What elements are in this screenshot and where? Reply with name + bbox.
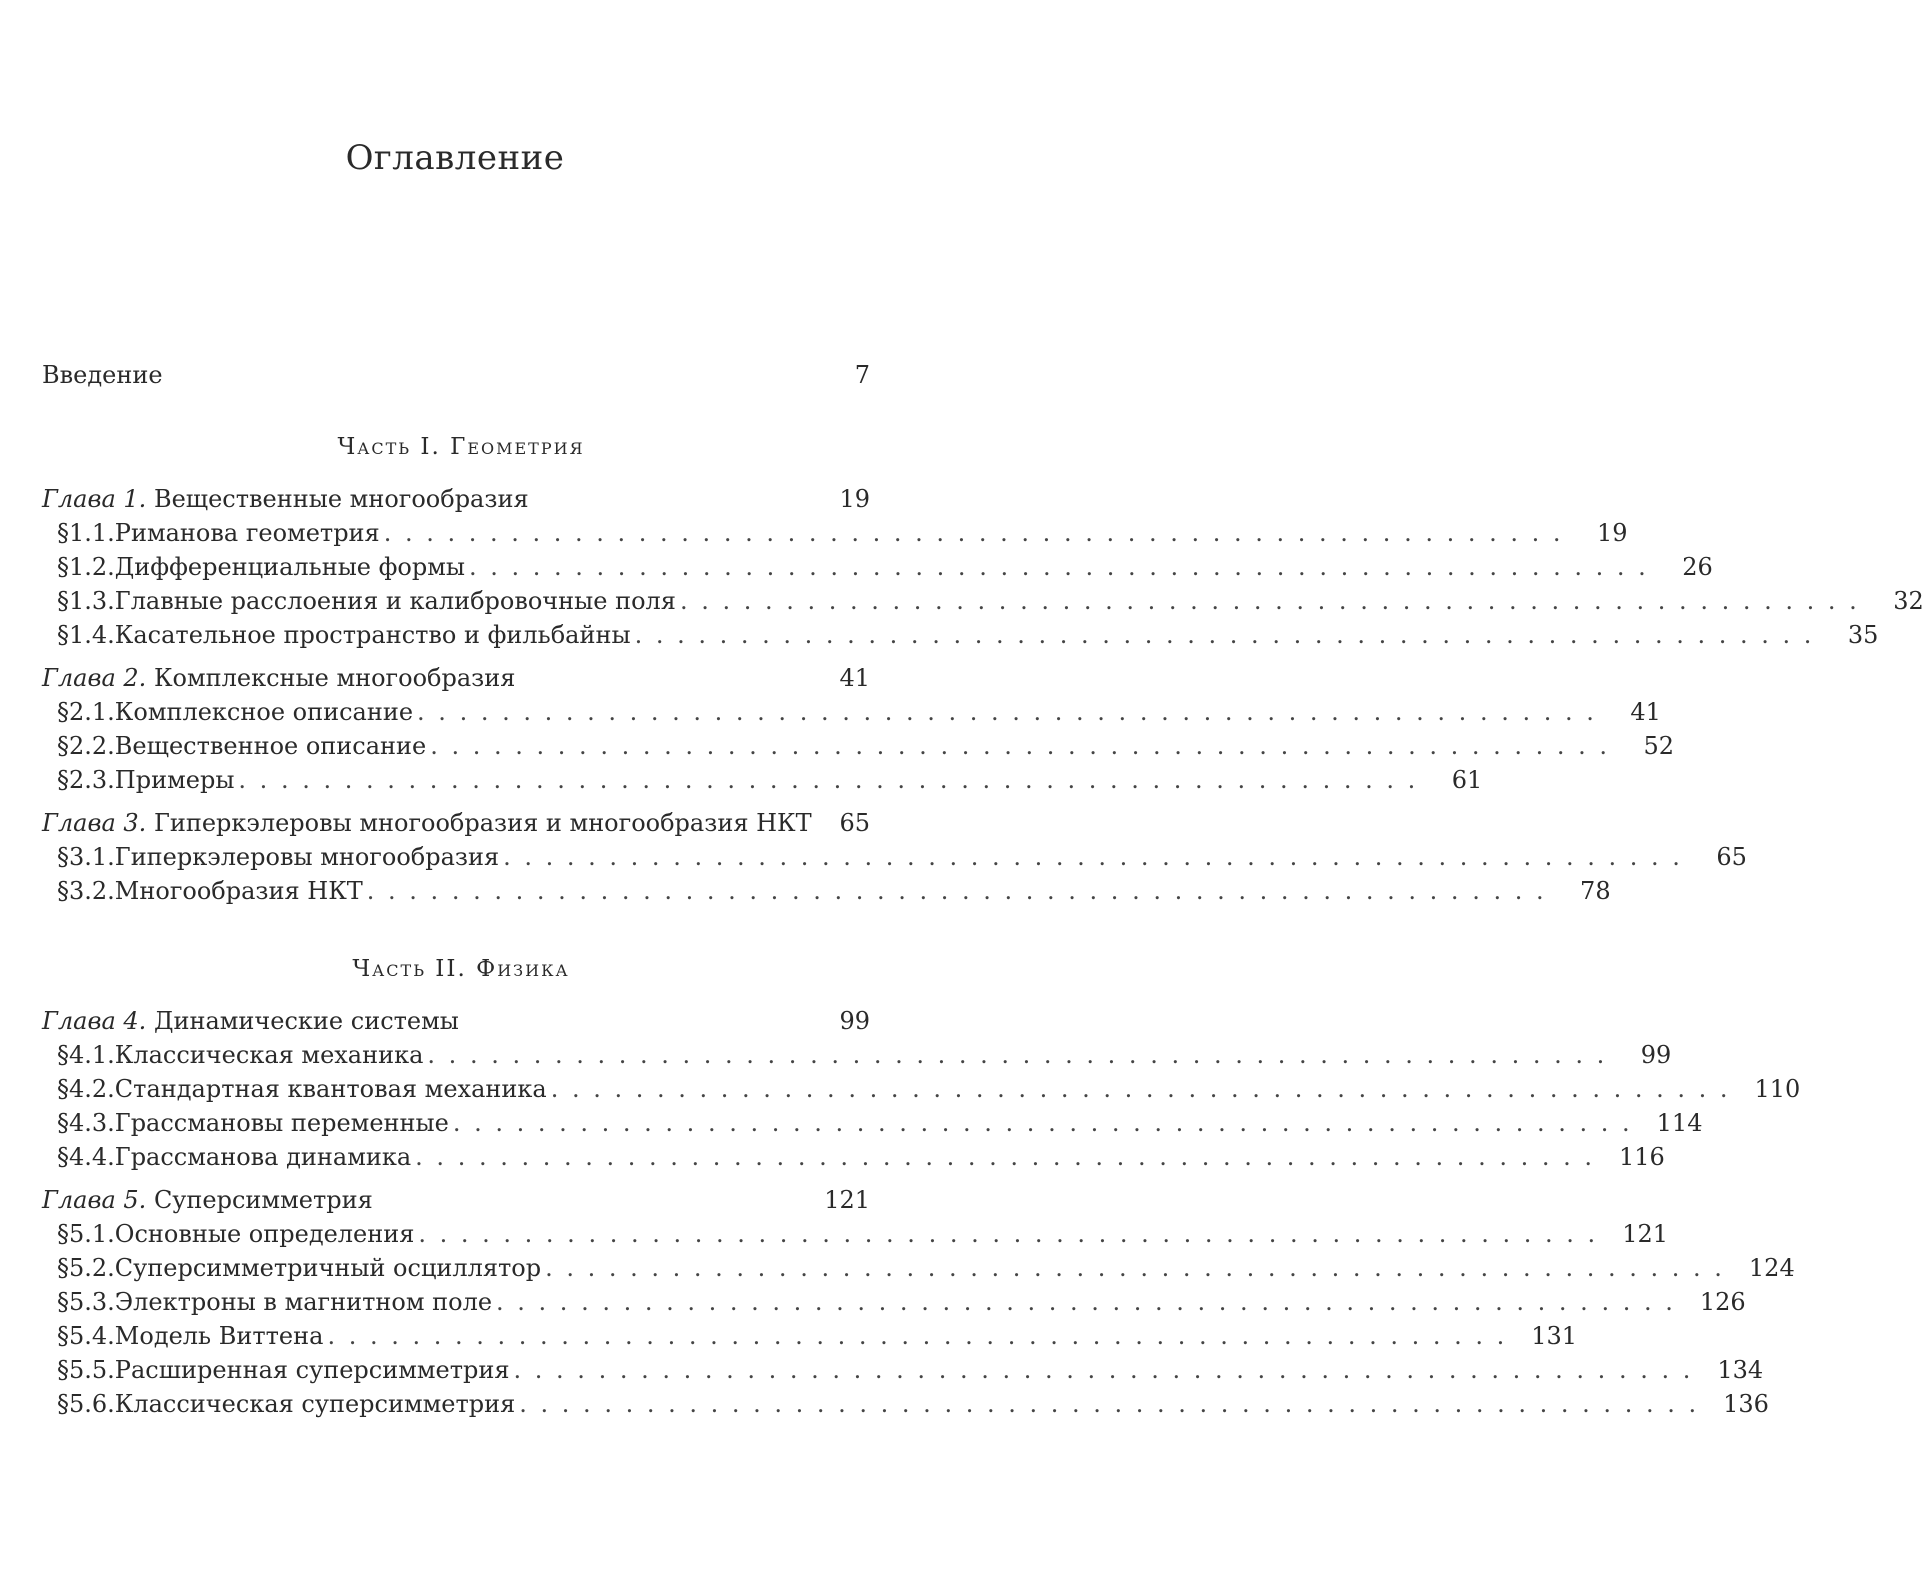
section-page: 78 [1580,877,1611,905]
toc-section-row[interactable] [42,1387,1769,1421]
chapter-page: 65 [839,809,870,837]
section-number: §5.5. [57,1356,115,1384]
section-number: §3.2. [57,877,115,905]
toc-section-row[interactable] [42,1285,1746,1319]
section-page: 41 [1630,698,1661,726]
dot-leader: . . . . . . . . . . . . . . . . . . . . . . . . . . . . . . . . . . . . . . . . . . . . . . . . . . . . . . . . [452,1109,1633,1137]
section-title: Модель Виттена [114,1322,324,1350]
section-title: Электроны в магнитном поле [114,1288,493,1316]
section-title: Главные расслоения и калибровочные поля [114,587,676,615]
toc-section-row[interactable] [42,550,1713,584]
dot-leader: . . . . . . . . . . . . . . . . . . . . . . . . . . . . . . . . . . . . . . . . . . . . . . . . . . . . . . . . [238,766,1419,794]
section-number: §5.3. [57,1288,115,1316]
chapter-number: Глава 2. [42,664,147,692]
section-page: 61 [1451,766,1483,794]
chapter-page: 41 [839,664,870,692]
section-page: 131 [1531,1322,1578,1350]
toc-chapter-row[interactable] [42,1183,870,1217]
section-title: Суперсимметричный осциллятор [114,1254,542,1282]
section-title: Примеры [114,766,235,794]
section-page: 32 [1893,587,1924,615]
section-page: 126 [1699,1288,1746,1316]
chapter-title: Комплексные многообразия [153,664,516,692]
page-title: Оглавление [345,138,565,178]
toc-section-row[interactable] [42,763,1483,797]
section-number: §5.6. [57,1390,115,1418]
section-number: §4.2. [57,1075,115,1103]
section-number: §4.4. [57,1143,115,1171]
section-page: 116 [1618,1143,1665,1171]
section-page: 121 [1622,1220,1668,1248]
chapter-title: Гиперкэлеровы многообразия и многообразия НКТ [153,809,812,837]
dot-leader: . . . . . . . . . . . . . . . . . . . . . . . . . . . . . . . . . . . . . . . . . . . . . . . . . . . . . . . . [545,1254,1725,1282]
dot-leader: . . . . . . . . . . . . . . . . . . . . . . . . . . . . . . . . . . . . . . . . . . . . . . . . . . . . . . . . [634,621,1815,649]
section-page: 114 [1656,1109,1703,1137]
chapter-number: Глава 3. [42,809,147,837]
dot-leader: . . . . . . . . . . . . . . . . . . . . . . . . . . . . . . . . . . . . . . . . . . . . . . . . . . . . . . . . [503,843,1683,871]
section-number: §4.1. [57,1041,115,1069]
dot-leader: . . . . . . . . . . . . . . . . . . . . . . . . . . . . . . . . . . . . . . . . . . . . . . . . . . . . . . . . [513,1356,1694,1384]
chapter-page: 19 [839,485,870,513]
section-number: §5.1. [57,1220,115,1248]
chapter-number: Глава 1. [42,485,147,513]
dot-leader: . . . . . . . . . . . . . . . . . . . . . . . . . . . . . . . . . . . . . . . . . . . . . . . . . . . . . . . . [430,732,1611,760]
intro-page: 7 [854,361,870,389]
section-number: §1.4. [57,621,115,649]
section-page: 65 [1716,843,1747,871]
toc-section-row[interactable] [42,840,1747,874]
section-number: §5.2. [57,1254,115,1282]
toc-section-row[interactable] [42,618,1879,652]
section-title: Грассманова динамика [114,1143,412,1171]
section-title: Основные определения [114,1220,415,1248]
toc-section-row[interactable] [42,1106,1703,1140]
dot-leader: . . . . . . . . . . . . . . . . . . . . . . . . . . . . . . . . . . . . . . . . . . . . . . . . . . . . . . . . [427,1041,1608,1069]
section-title: Грассмановы переменные [114,1109,449,1137]
section-title: Стандартная квантовая механика [114,1075,547,1103]
dot-leader: . . . . . . . . . . . . . . . . . . . . . . . . . . . . . . . . . . . . . . . . . . . . . . . . . . . . . . . . [327,1322,1508,1350]
toc-chapter-row[interactable] [42,661,870,695]
section-page: 19 [1596,519,1628,547]
chapter-title: Суперсимметрия [153,1186,373,1214]
section-title: Касательное пространство и фильбайны [114,621,631,649]
part-heading: Часть II. Физика [352,956,570,982]
section-number: §4.3. [57,1109,115,1137]
dot-leader: . . . . . . . . . . . . . . . . . . . . . . . . . . . . . . . . . . . . . . . . . . . . . . . . . . . . . . . . [469,553,1649,581]
dot-leader: . . . . . . . . . . . . . . . . . . . . . . . . . . . . . . . . . . . . . . . . . . . . . . . . . . . . . . . . [417,698,1597,726]
section-page: 136 [1723,1390,1769,1418]
chapter-page: 99 [839,1007,870,1035]
toc-section-row[interactable] [42,1072,1801,1106]
dot-leader: . . . . . . . . . . . . . . . . . . . . . . . . . . . . . . . . . . . . . . . . . . . . . . . . . . . . . . . . [679,587,1860,615]
toc-section-row[interactable] [42,516,1628,550]
section-page: 35 [1847,621,1879,649]
section-number: §2.1. [57,698,115,726]
section-number: §2.2. [57,732,115,760]
chapter-number: Глава 4. [42,1007,147,1035]
toc-section-row[interactable] [42,1319,1578,1353]
toc-chapter-row[interactable] [42,806,870,840]
toc-section-row[interactable] [42,695,1661,729]
section-page: 134 [1717,1356,1764,1384]
toc-section-row[interactable] [42,1251,1795,1285]
part-heading: Часть I. Геометрия [337,434,585,460]
section-title: Дифференциальные формы [114,553,465,581]
section-title: Вещественное описание [114,732,427,760]
toc-chapter-row[interactable] [42,482,870,516]
section-page: 99 [1640,1041,1672,1069]
dot-leader: . . . . . . . . . . . . . . . . . . . . . . . . . . . . . . . . . . . . . . . . . . . . . . . . . . . . . . . . [366,877,1547,905]
toc-section-row[interactable] [42,1038,1672,1072]
section-number: §3.1. [57,843,115,871]
chapter-title: Динамические системы [153,1007,459,1035]
section-page: 110 [1754,1075,1801,1103]
dot-leader: . . . . . . . . . . . . . . . . . . . . . . . . . . . . . . . . . . . . . . . . . . . . . . . . . . . . . . . . [418,1220,1599,1248]
section-title: Расширенная суперсимметрия [114,1356,510,1384]
section-title: Многообразия НКТ [114,877,363,905]
chapter-number: Глава 5. [42,1186,147,1214]
section-page: 124 [1748,1254,1795,1282]
chapter-title: Вещественные многообразия [153,485,529,513]
section-title: Комплексное описание [114,698,414,726]
toc-section-row[interactable] [42,584,1924,618]
section-number: §2.3. [57,766,115,794]
dot-leader: . . . . . . . . . . . . . . . . . . . . . . . . . . . . . . . . . . . . . . . . . . . . . . . . . . . . . . . . [415,1143,1595,1171]
section-number: §1.2. [57,553,115,581]
intro-label: Введение [42,361,163,389]
dot-leader: . . . . . . . . . . . . . . . . . . . . . . . . . . . . . . . . . . . . . . . . . . . . . . . . . . . . . . . . [550,1075,1731,1103]
toc-section-row[interactable] [42,729,1675,763]
dot-leader: . . . . . . . . . . . . . . . . . . . . . . . . . . . . . . . . . . . . . . . . . . . . . . . . . . . . . . . . [383,519,1564,547]
dot-leader: . . . . . . . . . . . . . . . . . . . . . . . . . . . . . . . . . . . . . . . . . . . . . . . . . . . . . . . . [496,1288,1676,1316]
toc-chapter-row[interactable] [42,1004,870,1038]
toc-section-row[interactable] [42,1353,1764,1387]
toc-section-row[interactable] [42,1140,1665,1174]
section-page: 26 [1682,553,1713,581]
chapter-page: 121 [824,1186,870,1214]
section-number: §5.4. [57,1322,115,1350]
section-title: Классическая суперсимметрия [114,1390,516,1418]
dot-leader: . . . . . . . . . . . . . . . . . . . . . . . . . . . . . . . . . . . . . . . . . . . . . . . . . . . . . . . . [519,1390,1700,1418]
section-title: Классическая механика [114,1041,424,1069]
section-title: Риманова геометрия [114,519,380,547]
section-number: §1.1. [57,519,115,547]
toc-intro-row[interactable] [42,358,870,392]
toc-section-row[interactable] [42,874,1611,908]
section-number: §1.3. [57,587,115,615]
section-page: 52 [1643,732,1675,760]
table-of-contents [42,358,1924,1421]
section-title: Гиперкэлеровы многообразия [114,843,500,871]
toc-section-row[interactable] [42,1217,1668,1251]
